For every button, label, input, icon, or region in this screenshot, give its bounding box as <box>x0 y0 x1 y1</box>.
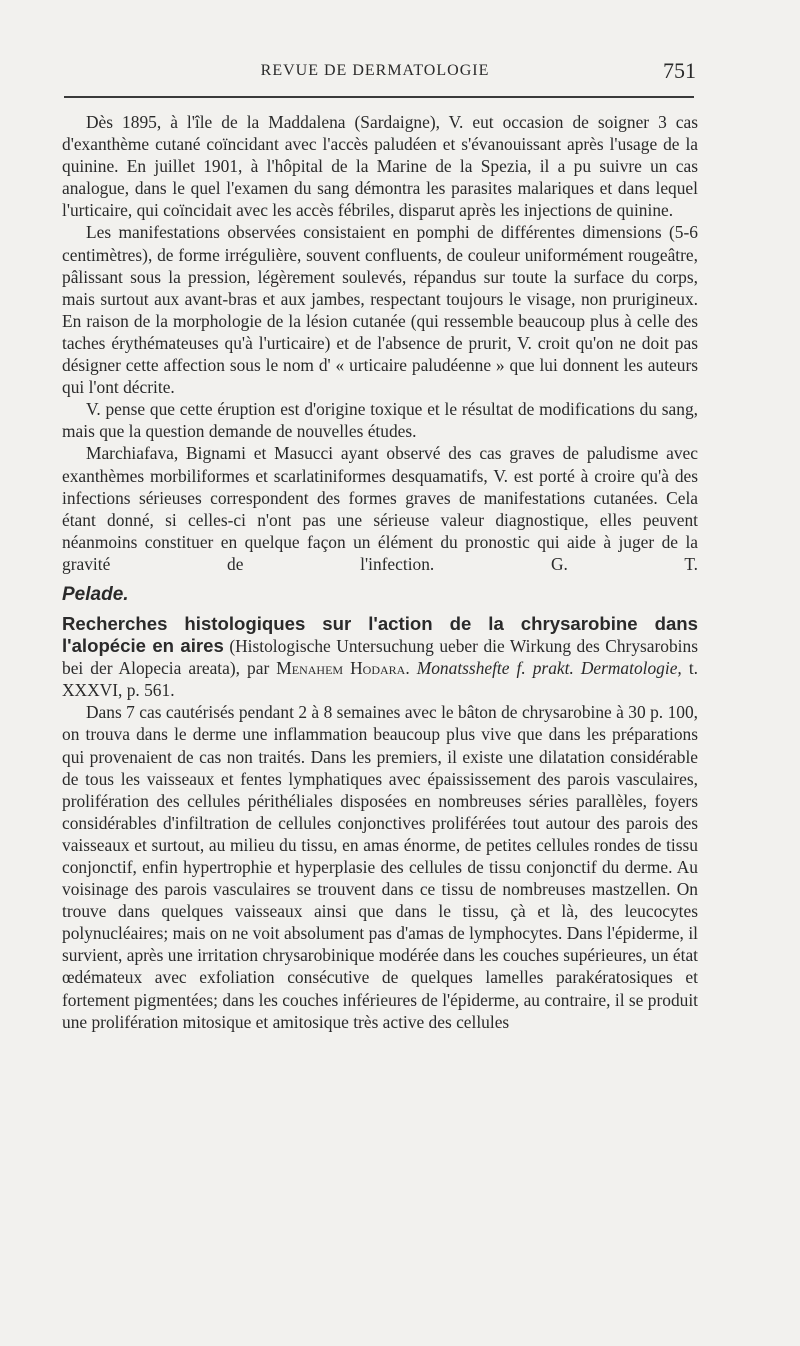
paragraph: V. pense que cette éruption est d'origine toxique et le résultat de modifications du sang, mais que la question demande de nouvelles études. <box>62 399 698 442</box>
article-author: Menahem Hodara. <box>276 658 410 679</box>
article-title: Recherches histologiques sur l'action de la chrysarobine dans l'alopécie en aires <box>62 612 698 657</box>
page-number: 751 <box>663 58 696 83</box>
body-text <box>62 111 698 1033</box>
article-reference <box>62 613 698 701</box>
article-journal: Monatsshefte f. prakt. Dermatologie, <box>416 658 682 679</box>
paragraph-text: Marchiafava, Bignami et Masucci ayant observé des cas graves de paludisme avec exanthèmes morbiliformes et scarlatiniformes desquamatifs, V. est porté à croire qu'à des infections sérieuses correspondent des formes graves de manifestations cutanées. Cela étant donné, si celles-ci n'ont pas une sérieuse valeur diagnostique, elles peuvent néanmoins constituer en quelque façon un élément du pronostic qui aide à juger de la gravité de l'infection. <box>62 443 698 574</box>
signature: G. T. <box>551 553 698 574</box>
page-header <box>64 58 696 86</box>
paragraph: Dès 1895, à l'île de la Maddalena (Sardaigne), V. eut occasion de soigner 3 cas d'exanthème cutané coïncidant avec l'accès paludéen et s'évanouissant après l'usage de la quinine. En juillet 1901, à l'hôpital de la Marine de la Spezia, il a pu suivre un cas analogue, dans le quel l'examen du sang démontra les parasites malariques et dans lequel l'urticaire, qui coïncidait avec les accès fébriles, disparut après les injections de quinine. <box>62 112 698 221</box>
paragraph <box>62 442 698 575</box>
article-original-title: (Histologische Untersuchung ueber die Wirkung des Chrysarobins bei der Alopecia areata), par <box>62 636 698 679</box>
article-volume: t. XXXVI, p. 561. <box>62 658 699 701</box>
header-rule <box>64 96 694 98</box>
paragraph: Dans 7 cas cautérisés pendant 2 à 8 semaines avec le bâton de chrysarobine à 30 p. 100, on trouva dans le derme une inflammation beaucoup plus vive que dans les préparations qui provenaient de cas non traités. Dans les premiers, il existe une dilatation considérable de tous les vaisseaux et fentes lymphatiques avec épaississement des parois vasculaires, prolifération des cellules périthéliales disposées en nombreuses séries parallèles, foyers considérables d'infiltration de cellules conjonctives proliférées tout autour des parois des vaisseaux et surtout, au milieu du tissu, en amas énorme, de petites cellules rondes de tissu conjonctif, enfin hypertrophie et hyperplasie des cellules de tissu conjonctif du derme. Au voisinage des parois vasculaires se trouvent dans ce tissu de nombreuses mastzellen. On trouve dans quelques vaisseaux ainsi que dans le tissu, çà et là, des leucocytes polynucléaires; mais on ne voit absolument pas d'amas de lymphocytes. Dans l'épiderme, il survient, après une irritation chrysarobinique modérée dans les couches supérieures, un état œdémateux avec exfoliation consécutive de quelques lamelles parakératosiques et fortement pigmentées; dans les couches inférieures de l'épiderme, au contraire, il se produit une prolifération mitosique et amitosique très active des cellules <box>62 702 698 1032</box>
section-heading: Pelade. <box>62 583 129 605</box>
paragraph: Les manifestations observées consistaient en pomphi de différentes dimensions (5-6 centimètres), de forme irrégulière, souvent confluents, de couleur uniformément rougeâtre, pâlissant sous la pression, légèrement soulevés, répandus sur toute la surface du corps, mais surtout aux avant-bras et aux jambes, respectant toujours le visage, non prurigineux. En raison de la morphologie de la lésion cutanée (qui ressemble beaucoup plus à celle des taches érythémateuses qu'à l'urticaire) et de l'absence de prurit, V. croit qu'on ne doit pas désigner cette affection sous le nom d' « urticaire paludéenne » que lui donnent les auteurs qui l'ont décrite. <box>62 222 698 398</box>
running-title: REVUE DE DERMATOLOGIE <box>260 62 490 79</box>
